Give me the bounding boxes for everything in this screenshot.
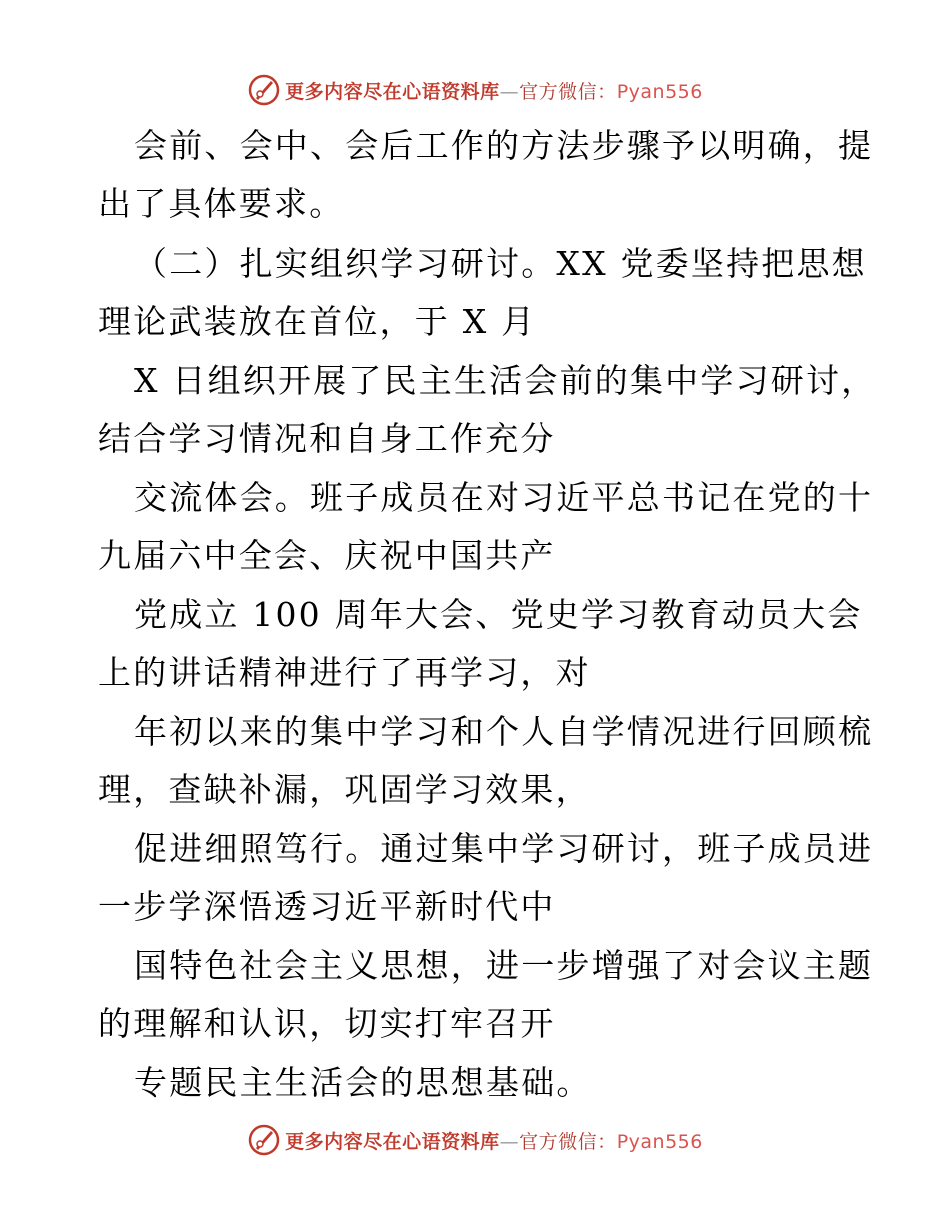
- body-line: 年初以来的集中学习和个人自学情况进行回顾梳: [134, 712, 874, 751]
- footer-watermark: [0, 1120, 950, 1160]
- watermark-dash: —: [499, 1130, 520, 1153]
- body-line: X 日组织开展了民主生活会前的集中学习研讨，: [134, 361, 877, 400]
- watermark-wechat-label: 官方微信：: [519, 1130, 617, 1153]
- watermark-main: 更多内容尽在心语资料库: [285, 80, 500, 103]
- body-line: 一步学深悟透习近平新时代中: [98, 887, 556, 926]
- body-line: 专题民主生活会的思想基础。: [134, 1063, 592, 1102]
- watermark-text: [285, 77, 703, 104]
- quill-circle-icon: [247, 73, 281, 107]
- body-line: 国特色社会主义思想，进一步增强了对会议主题: [134, 946, 874, 985]
- body-line: 理论武装放在首位，于 X 月: [98, 302, 537, 341]
- body-line: 九届六中全会、庆祝中国共产: [98, 536, 556, 575]
- quill-circle-icon: [247, 1123, 281, 1157]
- body-line: 的理解和认识，切实打牢召开: [98, 1004, 556, 1043]
- body-line: 党成立 100 周年大会、党史学习教育动员大会: [134, 595, 863, 634]
- body-line: 会前、会中、会后工作的方法步骤予以明确，提: [134, 126, 874, 165]
- body-line: 促进细照笃行。通过集中学习研讨，班子成员进: [134, 829, 874, 868]
- watermark-wechat-label: 官方微信：: [519, 80, 617, 103]
- watermark-dash: —: [499, 80, 520, 103]
- watermark-text: [285, 1127, 703, 1154]
- body-line: 交流体会。班子成员在对习近平总书记在党的十: [134, 478, 874, 517]
- watermark-wechat-id: Pyan556: [616, 1130, 703, 1153]
- body-line: （二）扎实组织学习研讨。XX 党委坚持把思想: [134, 244, 867, 283]
- body-line: 结合学习情况和自身工作充分: [98, 419, 556, 458]
- body-line: 出了具体要求。: [98, 184, 345, 223]
- watermark-main: 更多内容尽在心语资料库: [285, 1130, 500, 1153]
- body-line: 理，查缺补漏，巩固学习效果，: [98, 770, 591, 809]
- watermark-wechat-id: Pyan556: [616, 80, 703, 103]
- header-watermark: [0, 70, 950, 110]
- body-line: 上的讲话精神进行了再学习，对: [98, 653, 591, 692]
